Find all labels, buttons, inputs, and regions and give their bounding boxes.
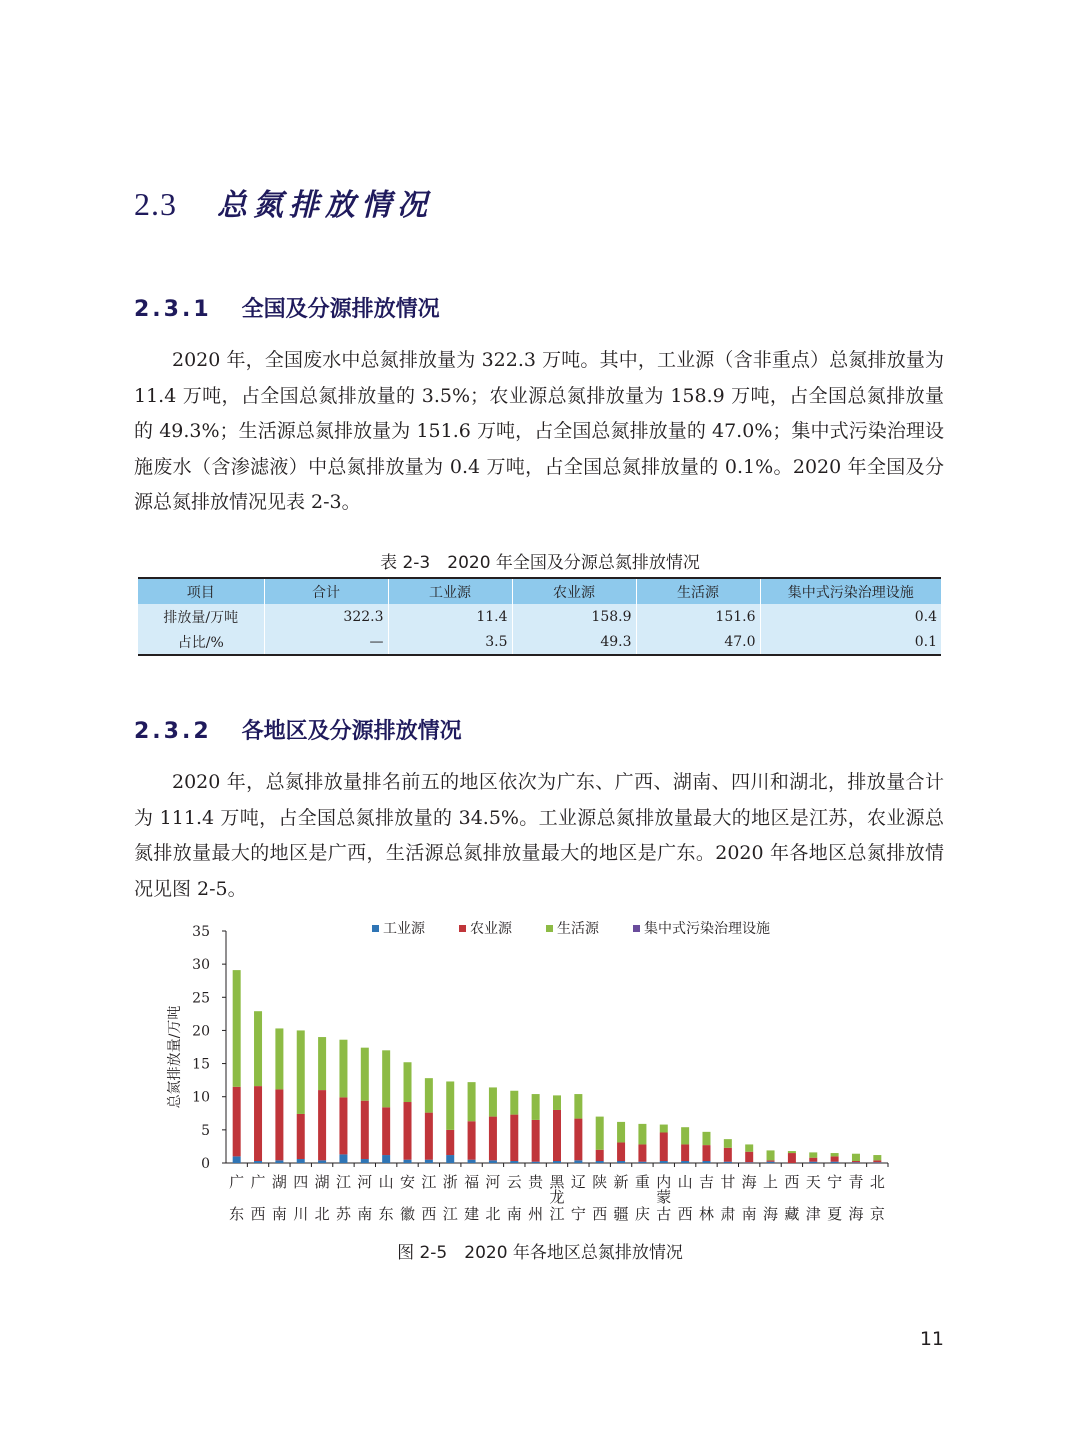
- bar-segment: [318, 1037, 326, 1090]
- x-tick-label: 海: [741, 1173, 757, 1191]
- y-tick-label: 15: [192, 1056, 210, 1073]
- table-cell: 322.3: [264, 604, 388, 629]
- bar-segment: [275, 1089, 283, 1160]
- y-tick-label: 5: [201, 1122, 210, 1139]
- x-tick-label: 湖: [314, 1173, 330, 1191]
- bar-segment: [233, 970, 241, 1087]
- bar-segment: [297, 1159, 305, 1163]
- table-header-cell: 合计: [264, 578, 388, 604]
- bar-segment: [660, 1133, 668, 1162]
- bar-segment: [468, 1121, 476, 1159]
- bar-segment: [724, 1148, 732, 1162]
- bar-segment: [831, 1156, 839, 1161]
- x-tick-label: 西: [592, 1205, 608, 1223]
- bar-segment: [596, 1161, 604, 1163]
- x-tick-label: 州: [528, 1205, 544, 1223]
- table-cell: 排放量/万吨: [163, 609, 239, 626]
- bar-segment: [660, 1161, 668, 1163]
- x-tick-label: 海: [763, 1205, 779, 1223]
- table-cell: 49.3: [512, 629, 636, 655]
- x-tick-label: 川: [293, 1205, 309, 1223]
- bar-segment: [852, 1154, 860, 1161]
- x-tick-label: 建: [464, 1205, 480, 1223]
- table-cell: 47.0: [636, 629, 760, 655]
- bar-segment: [553, 1110, 561, 1161]
- x-tick-label: 河: [485, 1173, 501, 1191]
- x-tick-label: 肃: [720, 1205, 736, 1223]
- x-tick-label: 津: [805, 1205, 821, 1223]
- x-tick-label: 龙: [549, 1188, 565, 1206]
- bar-segment: [318, 1090, 326, 1160]
- bar-segment: [489, 1117, 497, 1161]
- x-tick-label: 东: [378, 1205, 394, 1223]
- x-tick-label: 疆: [613, 1205, 629, 1223]
- x-tick-label: 黑: [549, 1173, 565, 1191]
- bar-segment: [404, 1102, 412, 1160]
- page-number: 11: [919, 1328, 944, 1350]
- table-cell: 0.4: [760, 604, 941, 629]
- bar-segment: [702, 1132, 710, 1145]
- bar-segment: [767, 1150, 775, 1160]
- bar-segment: [702, 1145, 710, 1161]
- bar-segment: [446, 1130, 454, 1155]
- table-header-cell: 农业源: [512, 578, 636, 604]
- bar-segment: [233, 1156, 241, 1163]
- x-tick-label: 南: [357, 1205, 373, 1223]
- x-tick-label: 蒙: [656, 1188, 672, 1206]
- x-tick-label: 内: [656, 1173, 672, 1191]
- y-tick-label: 10: [192, 1089, 210, 1106]
- bar-segment: [425, 1078, 433, 1112]
- x-tick-label: 云: [506, 1173, 522, 1191]
- bar-segment: [788, 1151, 796, 1153]
- table-header-cell: 集中式污染治理设施: [760, 578, 941, 604]
- table-cell: 占比/%: [177, 634, 224, 651]
- bar-segment: [574, 1160, 582, 1163]
- bar-segment: [873, 1160, 881, 1162]
- y-tick-label: 25: [192, 990, 210, 1007]
- bar-segment: [831, 1162, 839, 1163]
- bar-segment: [852, 1162, 860, 1163]
- y-tick-label: 35: [192, 924, 210, 940]
- x-tick-label: 夏: [827, 1205, 843, 1223]
- bar-segment: [788, 1153, 796, 1163]
- bar-segment: [724, 1162, 732, 1163]
- table-cell: 0.1: [760, 629, 941, 655]
- table-caption: 表 2-3 2020 年全国及分源总氮排放情况: [380, 553, 700, 573]
- bar-segment: [510, 1115, 518, 1161]
- bar-segment: [404, 1160, 412, 1163]
- bar-segment: [638, 1144, 646, 1161]
- x-tick-label: 安: [400, 1173, 416, 1191]
- bar-segment: [489, 1160, 497, 1163]
- bar-segment: [468, 1082, 476, 1121]
- bar-segment: [638, 1162, 646, 1163]
- bar-segment: [318, 1160, 326, 1163]
- legend-label: 农业源: [470, 921, 512, 937]
- bar-segment: [831, 1153, 839, 1156]
- x-tick-label: 天: [805, 1173, 821, 1191]
- bar-segment: [254, 1161, 262, 1163]
- figure-caption: 图 2-5 2020 年各地区总氮排放情况: [397, 1243, 683, 1263]
- x-tick-label: 南: [741, 1205, 757, 1223]
- subsection-title-2: 各地区及分源排放情况: [241, 719, 462, 744]
- x-tick-label: 宁: [570, 1205, 586, 1223]
- x-tick-label: 西: [784, 1173, 800, 1191]
- bar-segment: [510, 1161, 518, 1163]
- table-cell: 11.4: [388, 604, 512, 629]
- bar-segment: [361, 1101, 369, 1159]
- table-header-cell: 项目: [186, 584, 215, 601]
- bar-segment: [382, 1107, 390, 1155]
- x-tick-label: 江: [335, 1173, 351, 1191]
- x-tick-label: 四: [293, 1173, 309, 1191]
- bar-segment: [489, 1087, 497, 1116]
- subsection-title-1: 全国及分源排放情况: [241, 297, 440, 322]
- x-tick-label: 徽: [400, 1205, 416, 1223]
- x-tick-label: 湖: [271, 1173, 287, 1191]
- bar-segment: [339, 1040, 347, 1098]
- bar-segment: [425, 1113, 433, 1160]
- bar-segment: [574, 1119, 582, 1161]
- x-tick-label: 京: [869, 1205, 885, 1223]
- bar-segment: [617, 1122, 625, 1143]
- bar-segment: [446, 1155, 454, 1163]
- x-tick-label: 江: [549, 1205, 565, 1223]
- paragraph-regional-text: 2020 年，总氮排放量排名前五的地区依次为广东、广西、湖南、四川和湖北，排放量合计为 111.4 万吨，占全国总氮排放量的 34.5%。工业源总氮排放量最大的地区是江苏，农业源总氮排放量最大的地区是广西，生活源总氮排放量最大的地区是广东。2020 年各地区总氮排放情况见图 2-5。: [134, 771, 944, 900]
- legend-label: 集中式污染治理设施: [644, 921, 770, 937]
- subsection-number-1: 2.3.1: [134, 297, 212, 322]
- x-tick-label: 古: [656, 1205, 672, 1223]
- bar-segment: [660, 1125, 668, 1133]
- x-tick-label: 重: [634, 1173, 650, 1191]
- bar-segment: [468, 1160, 476, 1163]
- bar-segment: [361, 1048, 369, 1101]
- bar-segment: [745, 1162, 753, 1163]
- section-title: 总氮排放情况: [217, 188, 433, 223]
- legend-label: 生活源: [557, 921, 599, 937]
- legend-label: 工业源: [383, 921, 425, 937]
- x-tick-label: 吉: [698, 1173, 714, 1191]
- table-cell: 158.9: [512, 604, 636, 629]
- bar-segment: [297, 1030, 305, 1114]
- bar-segment: [617, 1161, 625, 1163]
- bar-segment: [254, 1086, 262, 1161]
- bar-segment: [254, 1011, 262, 1086]
- x-tick-label: 江: [442, 1205, 458, 1223]
- x-tick-label: 庆: [634, 1205, 650, 1223]
- bar-segment: [382, 1050, 390, 1107]
- x-tick-label: 南: [271, 1205, 287, 1223]
- x-tick-label: 福: [464, 1173, 480, 1191]
- bar-segment: [681, 1144, 689, 1161]
- bar-segment: [382, 1155, 390, 1163]
- bar-segment: [532, 1120, 540, 1162]
- table-cell: 3.5: [388, 629, 512, 655]
- x-tick-label: 山: [677, 1173, 693, 1191]
- x-tick-label: 浙: [442, 1173, 458, 1191]
- paragraph-national-text: 2020 年，全国废水中总氮排放量为 322.3 万吨。其中，工业源（含非重点）总氮排放量为 11.4 万吨，占全国总氮排放量的 3.5%；农业源总氮排放量为 158.9 万吨，占全国总氮排放量的 49.3%；生活源总氮排放量为 151.6 万吨，占全国总氮排放量的 47.0%；集中式污染治理设施废水（含渗滤液）中总氮排放量为 0.4 万吨，占全国总氮排放量的 0.1%。2020 年全国及分源总氮排放情况见表 2-3。: [134, 349, 944, 513]
- y-tick-label: 30: [192, 957, 210, 974]
- table-header-cell: 工业源: [388, 578, 512, 604]
- bar-segment: [532, 1094, 540, 1120]
- bar-segment: [809, 1152, 817, 1157]
- x-tick-label: 东: [229, 1205, 245, 1223]
- bar-segment: [361, 1159, 369, 1163]
- bar-segment: [532, 1162, 540, 1163]
- x-tick-label: 海: [848, 1205, 864, 1223]
- bar-segment: [574, 1094, 582, 1119]
- x-tick-label: 北: [869, 1173, 885, 1191]
- bar-segment: [852, 1161, 860, 1162]
- bar-segment: [596, 1117, 604, 1150]
- bar-segment: [702, 1161, 710, 1163]
- bar-segment: [297, 1114, 305, 1159]
- bar-segment: [809, 1162, 817, 1163]
- bar-segment: [275, 1028, 283, 1089]
- bar-segment: [745, 1152, 753, 1163]
- bar-segment: [724, 1139, 732, 1148]
- bar-segment: [873, 1162, 881, 1163]
- bar-segment: [404, 1062, 412, 1102]
- x-tick-label: 西: [421, 1205, 437, 1223]
- x-tick-label: 藏: [784, 1205, 800, 1223]
- bar-segment: [553, 1161, 561, 1163]
- x-tick-label: 北: [314, 1205, 330, 1223]
- x-tick-label: 上: [763, 1173, 779, 1191]
- x-tick-label: 河: [357, 1173, 373, 1191]
- bar-segment: [233, 1087, 241, 1157]
- bar-segment: [275, 1160, 283, 1163]
- bar-segment: [767, 1162, 775, 1163]
- y-tick-label: 0: [201, 1156, 210, 1172]
- x-tick-label: 新: [613, 1173, 629, 1191]
- x-tick-label: 北: [485, 1205, 501, 1223]
- bar-segment: [446, 1081, 454, 1129]
- bar-segment: [681, 1127, 689, 1144]
- x-tick-label: 山: [378, 1173, 394, 1191]
- bar-segment: [425, 1160, 433, 1163]
- bar-segment: [767, 1160, 775, 1161]
- x-tick-label: 江: [421, 1173, 437, 1191]
- table-header-cell: 生活源: [636, 578, 760, 604]
- table-cell: 151.6: [636, 604, 760, 629]
- x-tick-label: 陕: [592, 1173, 608, 1191]
- x-tick-label: 辽: [570, 1173, 586, 1191]
- y-axis-label: 总氮排放量/万吨: [167, 1005, 183, 1109]
- x-tick-label: 西: [250, 1205, 266, 1223]
- x-tick-label: 林: [698, 1205, 714, 1223]
- bar-segment: [809, 1158, 817, 1162]
- x-tick-label: 苏: [335, 1205, 351, 1223]
- x-tick-label: 广: [229, 1173, 245, 1191]
- bar-segment: [596, 1150, 604, 1161]
- section-number: 2.3: [134, 186, 177, 222]
- x-tick-label: 青: [848, 1173, 864, 1191]
- bar-segment: [617, 1142, 625, 1161]
- bar-segment: [553, 1095, 561, 1110]
- bar-segment: [745, 1144, 753, 1151]
- bar-segment: [873, 1155, 881, 1160]
- x-tick-label: 西: [677, 1205, 693, 1223]
- x-tick-label: 贵: [528, 1173, 544, 1191]
- subsection-number-2: 2.3.2: [134, 719, 212, 744]
- x-tick-label: 宁: [827, 1173, 843, 1191]
- x-tick-label: 甘: [720, 1173, 736, 1191]
- bar-segment: [681, 1161, 689, 1163]
- y-tick-label: 20: [192, 1023, 210, 1040]
- x-tick-label: 南: [506, 1205, 522, 1223]
- bar-segment: [510, 1091, 518, 1115]
- bar-segment: [638, 1124, 646, 1145]
- bar-segment: [339, 1097, 347, 1154]
- table-cell: —: [264, 629, 388, 655]
- bar-segment: [339, 1154, 347, 1163]
- x-tick-label: 广: [250, 1173, 266, 1191]
